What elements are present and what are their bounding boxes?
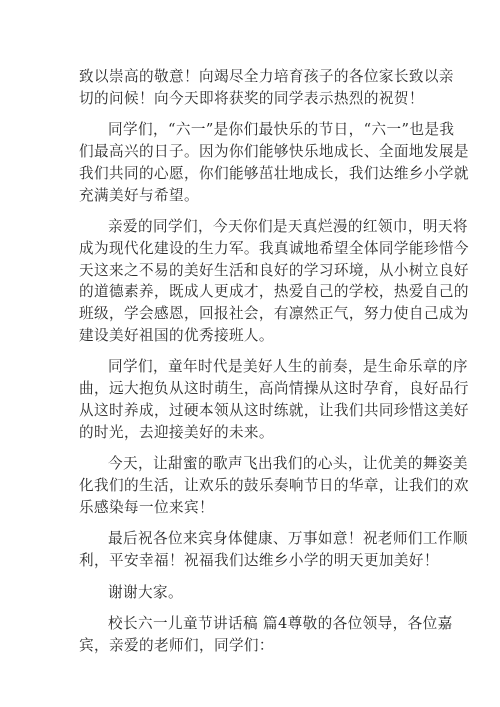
text-line: 最后祝各位来宾身体健康、万事如意！祝老师们工作顺	[108, 530, 468, 548]
text-line: 利，平安幸福！祝福我们达维乡小学的明天更加美好！	[79, 552, 439, 570]
text-line: 今天，让甜蜜的歌声飞出我们的心头，让优美的舞姿美	[108, 455, 468, 473]
text-line: 建设美好祖国的优秀接班人。	[79, 326, 274, 344]
paragraph	[79, 66, 454, 109]
text-line: 天这来之不易的美好生活和良好的学习环境，从小树立良好	[79, 261, 469, 279]
text-line: 宾，亲爱的老师们，同学们：	[79, 637, 274, 655]
text-line: 校长六一儿童节讲话稿 篇4尊敬的各位领导，各位嘉	[108, 615, 453, 633]
text-line: 班级，学会感恩，回报社会，有凛然正气，努力使自己成为	[79, 305, 469, 323]
text-line: 谢谢大家。	[108, 583, 183, 601]
text-line: 亲爱的同学们，今天你们是天真烂漫的红领巾，明天将	[108, 218, 468, 236]
text-line: 乐感染每一位来宾！	[79, 498, 214, 516]
paragraph	[79, 453, 469, 518]
text-line: 的时光，去迎接美好的未来。	[79, 423, 274, 441]
text-line: 曲，远大抱负从这时萌生，高尚情操从这时孕育，良好品行	[79, 380, 469, 398]
text-line: 致以崇高的敬意！向竭尽全力培育孩子的各位家长致以亲	[79, 68, 454, 85]
text-line: 切的问候！向今天即将获奖的同学表示热烈的祝贺！	[79, 89, 424, 107]
paragraph	[79, 216, 469, 346]
text-line: 从这时养成，过硬本领从这时练就，让我们共同珍惜这美好	[79, 401, 469, 419]
document-body	[79, 66, 469, 657]
text-line: 的道德素养，既成人更成才，热爱自己的学校，热爱自己的	[79, 283, 469, 301]
text-line: 我们共同的心愿，你们能够茁壮地成长，我们达维乡小学就	[79, 164, 469, 182]
paragraph	[79, 119, 469, 206]
text-line: 同学们，“六一”是你们最快乐的节日，“六一”也是我	[108, 121, 455, 139]
text-line: 们最高兴的日子。因为你们能够快乐地成长、全面地发展是	[79, 143, 469, 161]
text-line: 成为现代化建设的生力军。我真诚地希望全体同学能珍惜今	[79, 239, 469, 257]
text-line: 充满美好与希望。	[79, 186, 199, 204]
paragraph	[79, 528, 468, 571]
text-line: 同学们，童年时代是美好人生的前奏，是生命乐章的序	[108, 358, 468, 376]
text-line: 化我们的生活，让欢乐的鼓乐奏响节日的华章，让我们的欢	[79, 476, 469, 494]
paragraph	[79, 582, 425, 604]
paragraph	[79, 356, 469, 443]
paragraph	[79, 613, 453, 656]
